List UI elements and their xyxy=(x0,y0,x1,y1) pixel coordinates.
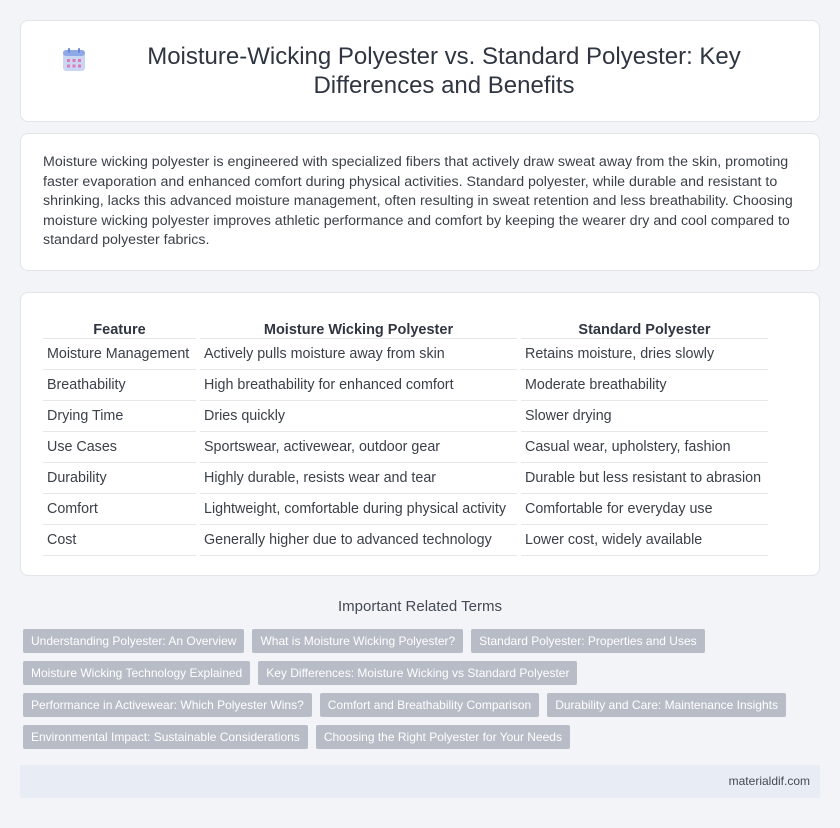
table-cell: Breathability xyxy=(43,370,196,401)
intro-card xyxy=(20,133,820,271)
title-card xyxy=(20,20,820,122)
table-cell: Drying Time xyxy=(43,401,196,432)
table-row xyxy=(43,339,768,370)
table-cell: Highly durable, resists wear and tear xyxy=(200,463,517,494)
table-cell: Comfort xyxy=(43,494,196,525)
table-cell: Lower cost, widely available xyxy=(521,525,768,556)
page-title: Moisture-Wicking Polyester vs. Standard Polyester: Key Differences and Benefits xyxy=(147,43,741,99)
table-cell: High breathability for enhanced comfort xyxy=(200,370,517,401)
table-row xyxy=(43,432,768,463)
table-row xyxy=(43,463,768,494)
tag-row xyxy=(23,629,823,653)
tag-link[interactable]: Comfort and Breathability Comparison xyxy=(320,693,539,717)
tag-row xyxy=(23,661,823,685)
title-wrap xyxy=(61,42,779,100)
table-cell: Sportswear, activewear, outdoor gear xyxy=(200,432,517,463)
table-cell: Dries quickly xyxy=(200,401,517,432)
tag-link[interactable]: Understanding Polyester: An Overview xyxy=(23,629,244,653)
related-terms-list xyxy=(23,629,823,757)
table-cell: Moisture Management xyxy=(43,339,196,370)
table-cell: Slower drying xyxy=(521,401,768,432)
tag-link[interactable]: Standard Polyester: Properties and Uses xyxy=(471,629,704,653)
footer xyxy=(20,765,820,798)
table-cell: Moderate breathability xyxy=(521,370,768,401)
tag-link[interactable]: What is Moisture Wicking Polyester? xyxy=(252,629,463,653)
table-cell: Durable but less resistant to abrasion xyxy=(521,463,768,494)
tag-link[interactable]: Durability and Care: Maintenance Insights xyxy=(547,693,786,717)
tag-row xyxy=(23,725,823,749)
header-moisture-wicking: Moisture Wicking Polyester xyxy=(200,317,517,339)
table-row xyxy=(43,525,768,556)
related-terms-title: Important Related Terms xyxy=(338,598,502,615)
table-cell: Comfortable for everyday use xyxy=(521,494,768,525)
comparison-card xyxy=(20,292,820,576)
table-cell: Casual wear, upholstery, fashion xyxy=(521,432,768,463)
table-cell: Lightweight, comfortable during physical activity xyxy=(200,494,517,525)
tag-link[interactable]: Moisture Wicking Technology Explained xyxy=(23,661,250,685)
table-row xyxy=(43,370,768,401)
table-cell: Use Cases xyxy=(43,432,196,463)
calendar-icon xyxy=(61,47,87,73)
header-feature: Feature xyxy=(43,317,196,339)
comparison-table xyxy=(39,317,772,556)
tag-link[interactable]: Performance in Activewear: Which Polyester Wins? xyxy=(23,693,312,717)
table-row xyxy=(43,401,768,432)
table-cell: Retains moisture, dries slowly xyxy=(521,339,768,370)
footer-site-name[interactable]: materialdif.com xyxy=(728,774,810,788)
intro-text: Moisture wicking polyester is engineered with specialized fibers that actively draw sweat away from the skin, promoting faster evaporation and enhanced comfort during physical activities. Standard polyester, while durable and resistant to shrinking, lacks this advanced moisture management, often resulting in sweat retention and less breathability. Choosing moisture wicking polyester improves athletic performance and comfort by keeping the wearer dry and cool compared to standard polyester fabrics. xyxy=(43,154,793,248)
table-cell: Generally higher due to advanced technology xyxy=(200,525,517,556)
table-cell: Durability xyxy=(43,463,196,494)
tag-row xyxy=(23,693,823,717)
table-row xyxy=(43,494,768,525)
tag-link[interactable]: Environmental Impact: Sustainable Considerations xyxy=(23,725,308,749)
tag-link[interactable]: Choosing the Right Polyester for Your Needs xyxy=(316,725,570,749)
table-cell: Cost xyxy=(43,525,196,556)
table-cell: Actively pulls moisture away from skin xyxy=(200,339,517,370)
tag-link[interactable]: Key Differences: Moisture Wicking vs Standard Polyester xyxy=(258,661,577,685)
table-header-row xyxy=(43,317,768,339)
header-standard: Standard Polyester xyxy=(521,317,768,339)
